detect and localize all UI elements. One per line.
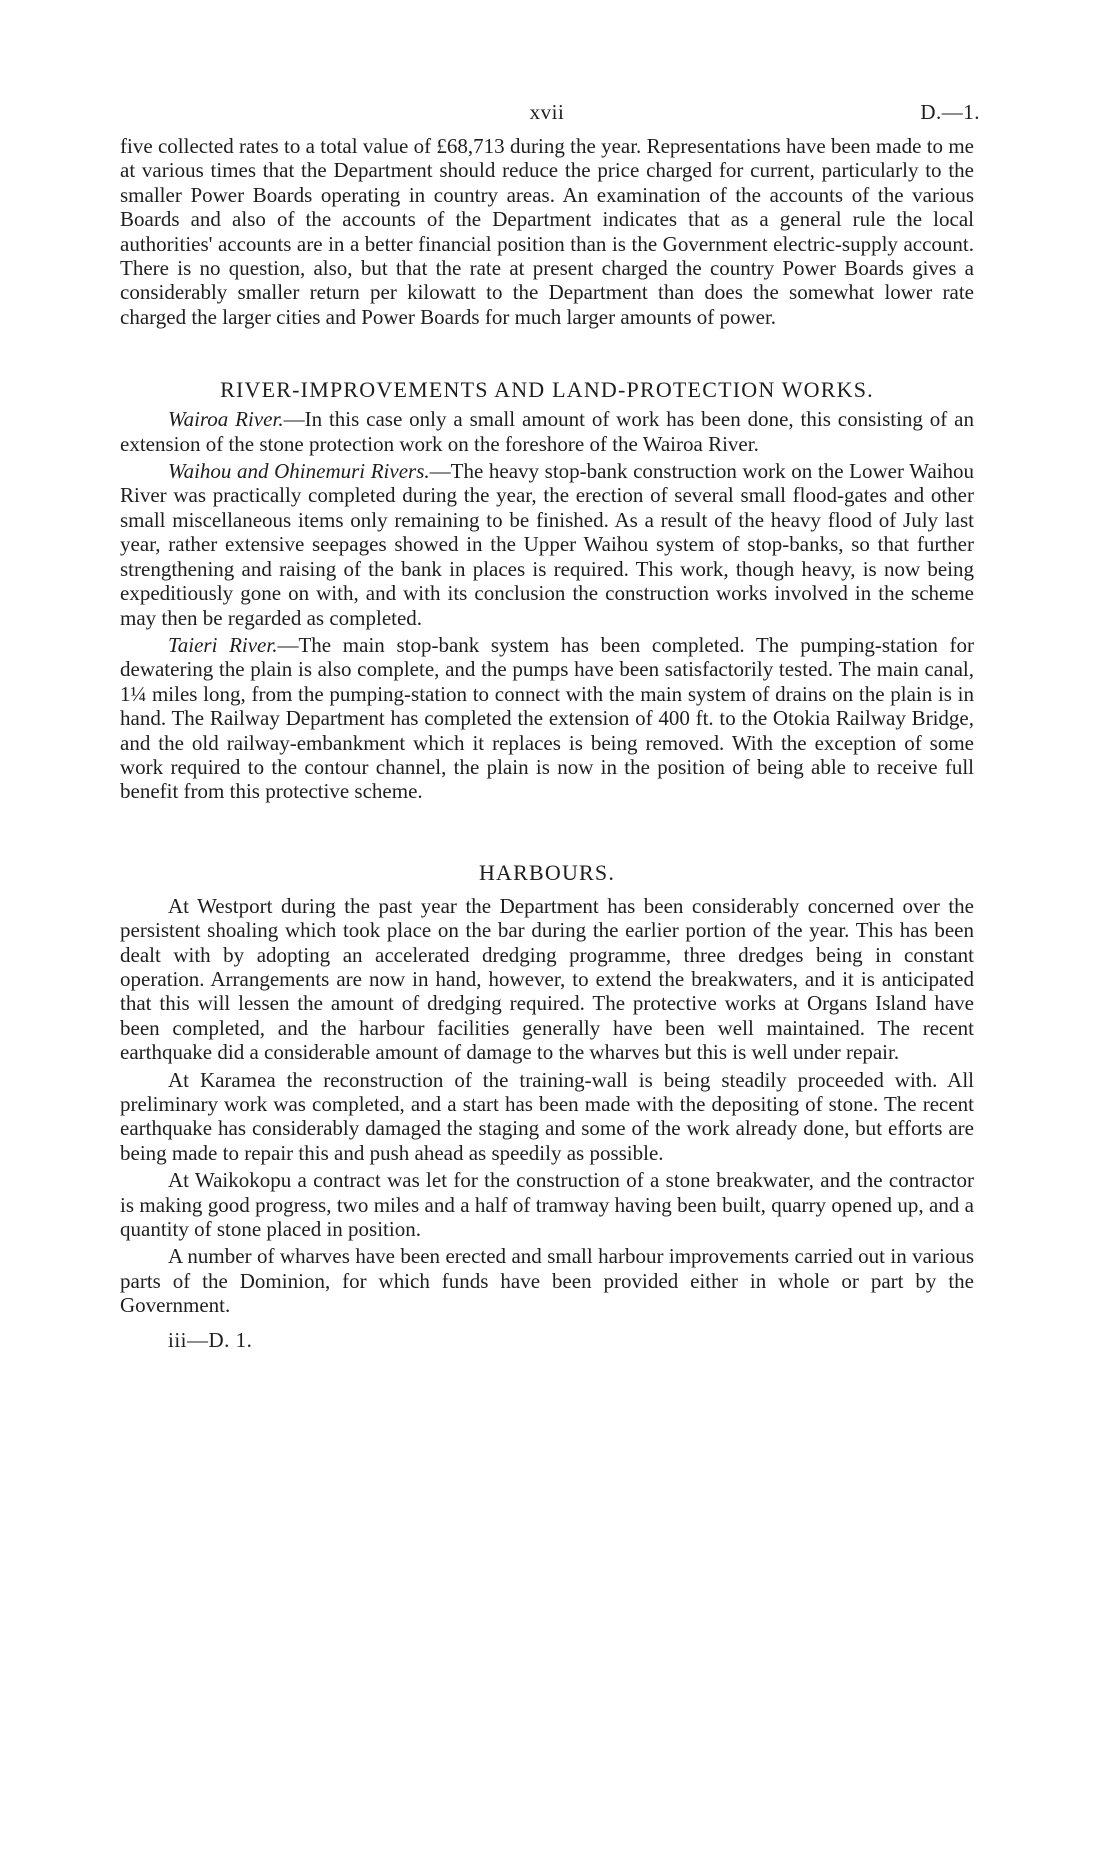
paragraph-waikokopu: At Waikokopu a contract was let for the construction of a stone breakwater, and the contractor is making good progress, two miles and a half of tramway having been built, quarry opened up, and a quantity of stone placed in position. — [120, 1168, 974, 1242]
paragraph-wairoa-river — [120, 407, 974, 456]
paragraph-wharves: A number of wharves have been erected and small harbour improvements carried out in various parts of the Dominion, for which funds have been provided either in whole or part by the Government. — [120, 1244, 974, 1318]
section-heading-river-works: RIVER-IMPROVEMENTS AND LAND-PROTECTION WORKS. — [220, 377, 874, 403]
document-page — [120, 100, 980, 1353]
paragraph-lead: Taieri River. — [168, 632, 278, 657]
paragraph-body-end: miles long, from the pumping-station to connect with the main system of drains on the plain is in hand. The Railway Department has completed the extension of 400 ft. to the Otokia Railway Bridge, and the old railway-embankment which it replaces is being removed. With the exception of some work required to the contour channel, the plain is now in the position of being able to receive full benefit from this protective scheme. — [120, 681, 974, 804]
page-number: xvii — [529, 100, 565, 124]
paragraph-body-start: —The main stop-bank system has been completed. The pumping-station for dewatering the plain is also complete, and the pumps have been satisfactorily tested. The main canal, 1 — [120, 632, 975, 706]
section-heading-harbours: HARBOURS. — [478, 859, 616, 885]
paragraph-lead: Waihou and Ohinemuri Rivers. — [168, 459, 430, 484]
paragraph-waihou-ohinemuri — [120, 459, 974, 630]
running-header — [120, 100, 980, 134]
signature-mark: iii—D. 1. — [168, 1327, 253, 1352]
paragraph-karamea: At Karamea the reconstruction of the training-wall is being steadily proceeded with. All preliminary work was completed, and a start has been made with the depositing of stone. The recent earthquake has considerably damaged the staging and some of the work already done, but efforts are being made to repair this and push ahead as speedily as possible. — [120, 1067, 974, 1165]
paragraph-westport: At Westport during the past year the Department has been considerably concerned over the persistent shoaling which took place on the bar during the earlier portion of the year. This has been dealt with by adopting an accelerated dredging programme, three dredges being in constant operation. Arrangements are now in hand, however, to extend the breakwaters, and it is anticipated that this will lessen the amount of dredging required. The protective works at Organs Island have been completed, and the harbour facilities generally have been well maintained. The recent earthquake did a considerable amount of damage to the wharves but this is well under repair. — [120, 893, 974, 1065]
paragraph-body: —In this case only a small amount of work has been done, this consisting of an extension of the stone protection work on the foreshore of the Wairoa River. — [120, 407, 974, 456]
fraction-quarter: ¼ — [130, 681, 147, 706]
document-reference: D.—1. — [920, 100, 980, 124]
intro-paragraph: five collected rates to a total value of £68,713 during the year. Representations have been made to me at various times that the Department should reduce the price charged for current, particularly to the smaller Power Boards operating in country areas. An examination of the accounts of the various Boards and also of the accounts of the Department indicates that as a general rule the local authorities' accounts are in a better financial position than is the Government electric-supply account. There is no question, also, but that the rate at present charged the country Power Boards gives a considerably smaller return per kilowatt to the Department than does the somewhat lower rate charged the larger cities and Power Boards for much larger amounts of power. — [120, 134, 974, 329]
paragraph-lead: Wairoa River. — [168, 407, 284, 432]
paragraph-body: —The heavy stop-bank construction work on the Lower Waihou River was practically completed during the year, the erection of several small flood-gates and other small miscellaneous items only remaining to be finished. As a result of the heavy flood of July last year, rather extensive seepages showed in the Upper Waihou system of stop-banks, so that further strengthening and raising of the bank in places is required. This work, though heavy, is now being expeditiously gone on with, and with its conclusion the construction works involved in the scheme may then be regarded as completed. — [120, 459, 974, 630]
paragraph-taieri-river — [120, 633, 974, 804]
